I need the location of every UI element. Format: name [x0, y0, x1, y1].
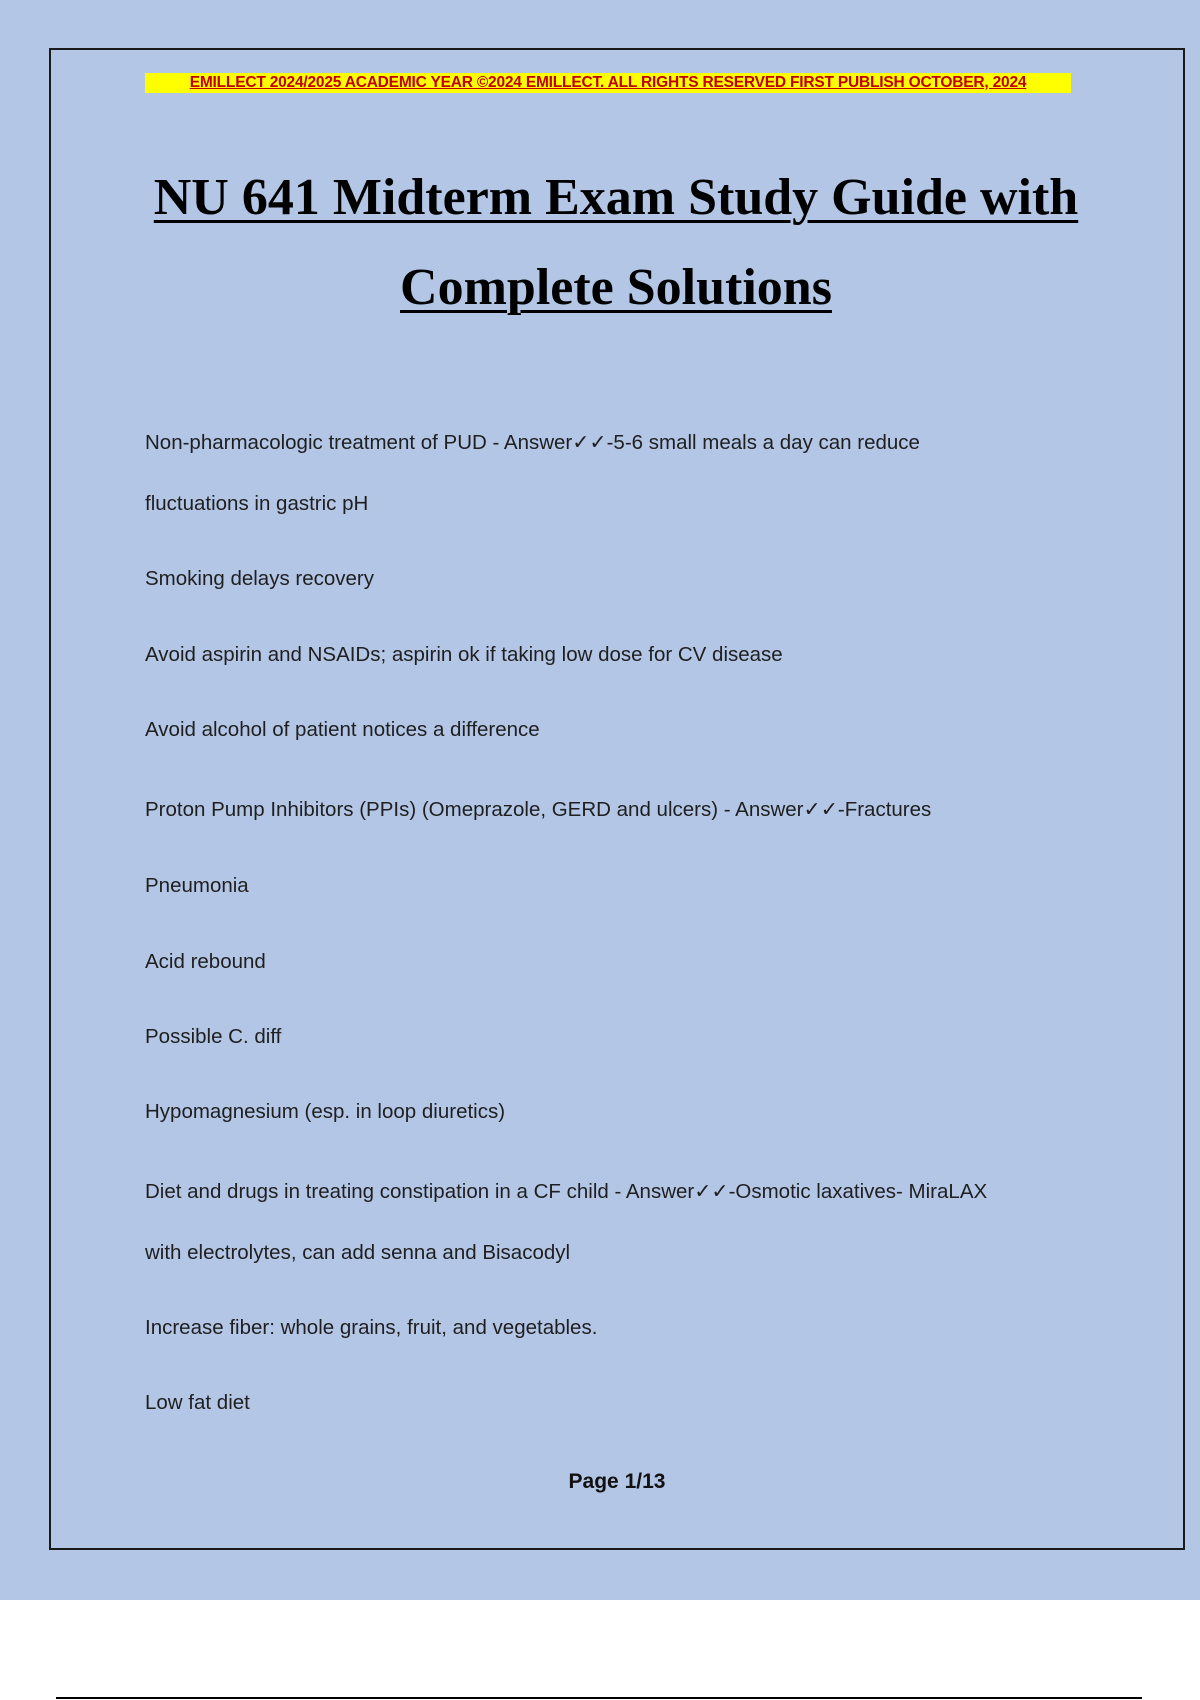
qa-answer-line: with electrolytes, can add senna and Bisacodyl — [145, 1241, 571, 1264]
copyright-banner: EMILLECT 2024/2025 ACADEMIC YEAR ©2024 EMILLECT. ALL RIGHTS RESERVED FIRST PUBLISH OCTOBER, 2024 — [145, 73, 1071, 93]
document-title-line-2: Complete Solutions — [400, 259, 832, 316]
qa-answer-line: Acid rebound — [145, 950, 266, 973]
qa-answer-line: fluctuations in gastric pH — [145, 492, 369, 515]
qa-question-cf-constipation: Diet and drugs in treating constipation in a CF child - Answer✓✓-Osmotic laxatives- MiraLAX — [145, 1180, 988, 1203]
page-divider — [56, 1697, 1142, 1699]
qa-question-ppi: Proton Pump Inhibitors (PPIs) (Omeprazole, GERD and ulcers) - Answer✓✓-Fractures — [145, 798, 932, 821]
qa-answer-line: Avoid aspirin and NSAIDs; aspirin ok if taking low dose for CV disease — [145, 643, 783, 666]
page-number: Page 1/13 — [568, 1470, 666, 1493]
document-title-line-1: NU 641 Midterm Exam Study Guide with — [153, 169, 1079, 226]
qa-answer-line: Pneumonia — [145, 874, 249, 897]
qa-answer-line: Possible C. diff — [145, 1025, 282, 1048]
qa-answer-line: Increase fiber: whole grains, fruit, and vegetables. — [145, 1316, 598, 1339]
qa-question-pud: Non-pharmacologic treatment of PUD - Answer✓✓-5-6 small meals a day can reduce — [145, 431, 920, 454]
qa-answer-line: Hypomagnesium (esp. in loop diuretics) — [145, 1100, 506, 1123]
qa-answer-line: Smoking delays recovery — [145, 567, 375, 590]
qa-answer-line: Low fat diet — [145, 1391, 250, 1414]
qa-answer-line: Avoid alcohol of patient notices a difference — [145, 718, 540, 741]
